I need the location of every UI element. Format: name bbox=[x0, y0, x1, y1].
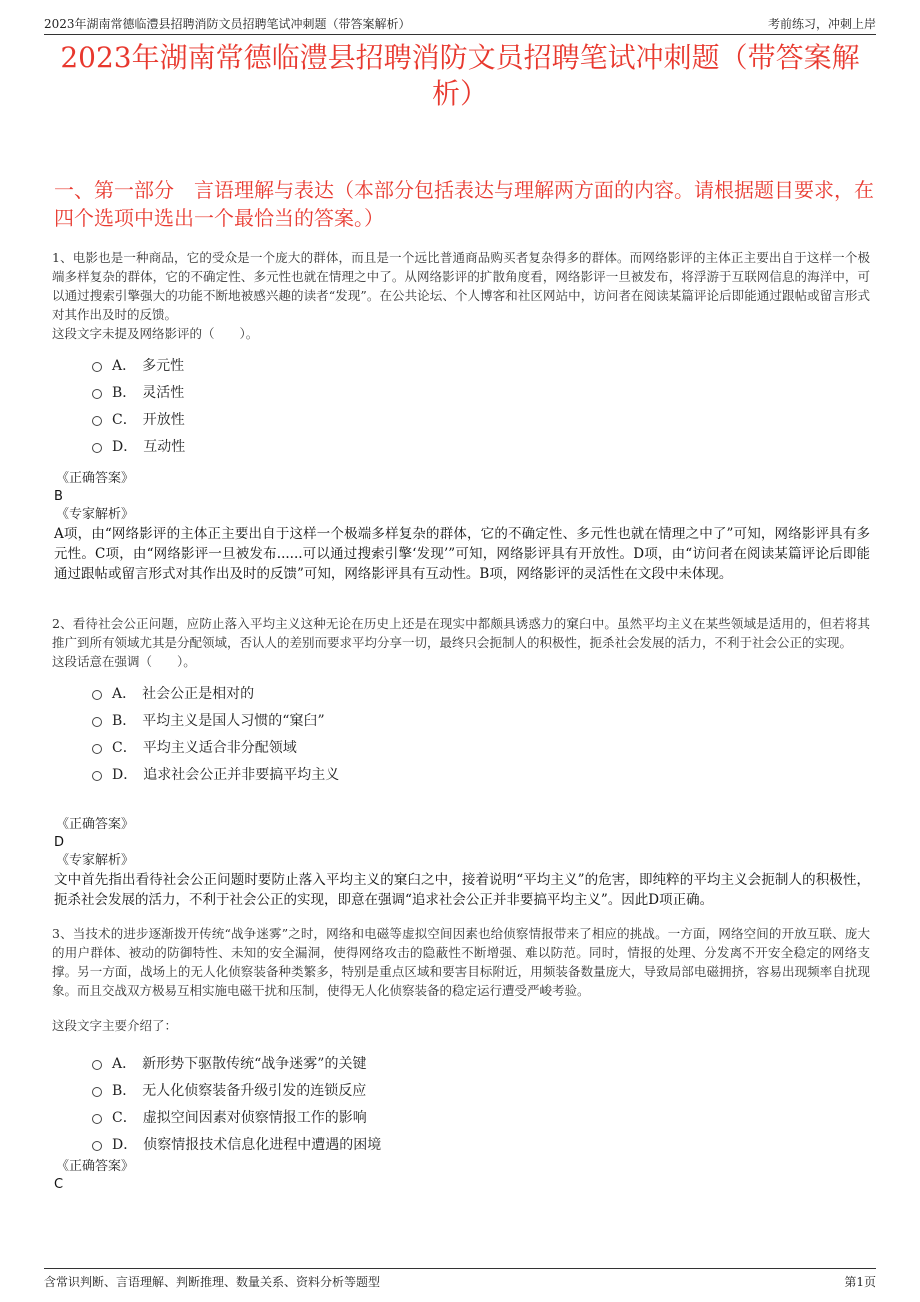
answer-block-2 bbox=[52, 816, 870, 910]
header-right-text: 考前练习，冲刺上岸 bbox=[767, 17, 876, 31]
answer-value: B bbox=[54, 489, 63, 504]
radio-icon[interactable] bbox=[92, 771, 102, 781]
option-list bbox=[92, 351, 870, 459]
question-text: 3、当技术的进步逐渐拨开传统“战争迷雾”之时，网络和电磁等虚拟空间因素也给侦察情报带来了相应的挑战。一方面，网络空间的开放互联、庞大的用户群体、被动的防御特性、未知的安全漏洞，使得网络攻击的隐蔽性不断增强、难以防范。同时，情报的处理、分发离不开安全稳定的网络支撑。另一方面，战场上的无人化侦察装备种类繁多，特别是重点区域和要害目标附近，用频装备数量庞大，导致局部电磁拥挤，容易出现频率自扰现象。而且交战双方极易互相实施电磁干扰和压制，使得无人化侦察装备的稳定运行遭受严峻考验。 bbox=[52, 926, 870, 998]
option-a[interactable]: A． 多元性 bbox=[92, 351, 870, 378]
radio-icon[interactable] bbox=[92, 1087, 102, 1097]
option-c[interactable]: C． 虚拟空间因素对侦察情报工作的影响 bbox=[92, 1103, 870, 1130]
option-a[interactable]: A． 新形势下驱散传统“战争迷雾”的关键 bbox=[92, 1049, 870, 1076]
page-footer bbox=[44, 1268, 876, 1291]
radio-icon[interactable] bbox=[92, 690, 102, 700]
option-d[interactable]: D． 追求社会公正并非要搞平均主义 bbox=[92, 760, 870, 787]
option-c[interactable]: C． 平均主义适合非分配领域 bbox=[92, 733, 870, 760]
radio-icon[interactable] bbox=[92, 1114, 102, 1124]
question-1 bbox=[52, 248, 870, 459]
option-list bbox=[92, 679, 870, 787]
answer-label: 《正确答案》 bbox=[56, 817, 135, 832]
analysis-label: 《专家解析》 bbox=[56, 853, 135, 868]
option-list bbox=[92, 1049, 870, 1157]
section-heading: 一、第一部分 言语理解与表达（本部分包括表达与理解两方面的内容。请根据题目要求，在四个选项中选出一个最恰当的答案。） bbox=[54, 178, 874, 230]
analysis-label: 《专家解析》 bbox=[56, 507, 135, 522]
question-text: 1、电影也是一种商品，它的受众是一个庞大的群体，而且是一个远比普通商品购买者复杂得多的群体。而网络影评的主体正主要出自于这样一个极端多样复杂的群体，它的不确定性、多元性也就在情理之中了。从网络影评的扩散角度看，网络影评一旦被发布，将浮游于互联网信息的海洋中，可以通过搜索引擎强大的功能不断地被感兴趣的读者“发现”。在公共论坛、个人博客和社区网站中，访问者在阅读某篇评论后即能通过跟帖或留言形式对其作出及时的反馈。 bbox=[52, 250, 870, 322]
question-prompt: 这段话意在强调（ ）。 bbox=[52, 654, 196, 669]
answer-label: 《正确答案》 bbox=[56, 1159, 135, 1174]
option-b[interactable]: B． 平均主义是国人习惯的“窠臼” bbox=[92, 706, 870, 733]
option-d[interactable]: D． 侦察情报技术信息化进程中遭遇的困境 bbox=[92, 1130, 870, 1157]
radio-icon[interactable] bbox=[92, 1141, 102, 1151]
option-b[interactable]: B． 无人化侦察装备升级引发的连锁反应 bbox=[92, 1076, 870, 1103]
option-d[interactable]: D． 互动性 bbox=[92, 432, 870, 459]
radio-icon[interactable] bbox=[92, 717, 102, 727]
question-2 bbox=[52, 614, 870, 787]
option-c[interactable]: C． 开放性 bbox=[92, 405, 870, 432]
radio-icon[interactable] bbox=[92, 416, 102, 426]
page-number: 第1页 bbox=[844, 1274, 876, 1289]
option-a[interactable]: A． 社会公正是相对的 bbox=[92, 679, 870, 706]
analysis-text: 文中首先指出看待社会公正问题时要防止落入平均主义的窠臼之中，接着说明“平均主义”的危害，即纯粹的平均主义会扼制人的积极性，扼杀社会发展的活力，不利于社会公正的实现，即意在强调“追求社会公正并非要搞平均主义”。因此D项正确。 bbox=[54, 872, 870, 908]
answer-label: 《正确答案》 bbox=[56, 471, 135, 486]
footer-left-text: 含常识判断、言语理解、判断推理、数量关系、资料分析等题型 bbox=[44, 1274, 381, 1289]
answer-value: D bbox=[54, 835, 65, 850]
radio-icon[interactable] bbox=[92, 443, 102, 453]
radio-icon[interactable] bbox=[92, 1060, 102, 1070]
page-header bbox=[44, 12, 876, 35]
question-prompt: 这段文字主要介绍了： bbox=[52, 1018, 178, 1033]
analysis-text: A项，由“网络影评的主体正主要出自于这样一个极端多样复杂的群体，它的不确定性、多元性也就在情理之中了”可知，网络影评具有多元性。C项，由“网络影评一旦被发布......可以通过搜索引擎‘发现’”可知，网络影评具有开放性。D项，由“访问者在阅读某篇评论后即能通过跟帖或留言形式对其作出及时的反馈”可知，网络影评具有互动性。B项，网络影评的灵活性在文段中未体现。 bbox=[54, 526, 870, 582]
answer-block-1 bbox=[52, 470, 870, 584]
question-3 bbox=[52, 924, 870, 1157]
header-left-text: 2023年湖南常德临澧县招聘消防文员招聘笔试冲刺题（带答案解析） bbox=[44, 17, 411, 31]
answer-value: C bbox=[54, 1177, 64, 1192]
answer-block-3 bbox=[52, 1158, 870, 1194]
option-b[interactable]: B． 灵活性 bbox=[92, 378, 870, 405]
radio-icon[interactable] bbox=[92, 362, 102, 372]
question-prompt: 这段文字未提及网络影评的（ ）。 bbox=[52, 326, 259, 341]
radio-icon[interactable] bbox=[92, 389, 102, 399]
question-text: 2、看待社会公正问题，应防止落入平均主义这种无论在历史上还是在现实中都颇具诱惑力的窠臼中。虽然平均主义在某些领域是适用的，但若将其推广到所有领域尤其是分配领域，否认人的差别而要求平均分享一切，最终只会扼制人的积极性，扼杀社会发展的活力，不利于社会公正的实现。 bbox=[52, 616, 870, 650]
document-title: 2023年湖南常德临澧县招聘消防文员招聘笔试冲刺题（带答案解析） bbox=[60, 41, 860, 110]
radio-icon[interactable] bbox=[92, 744, 102, 754]
